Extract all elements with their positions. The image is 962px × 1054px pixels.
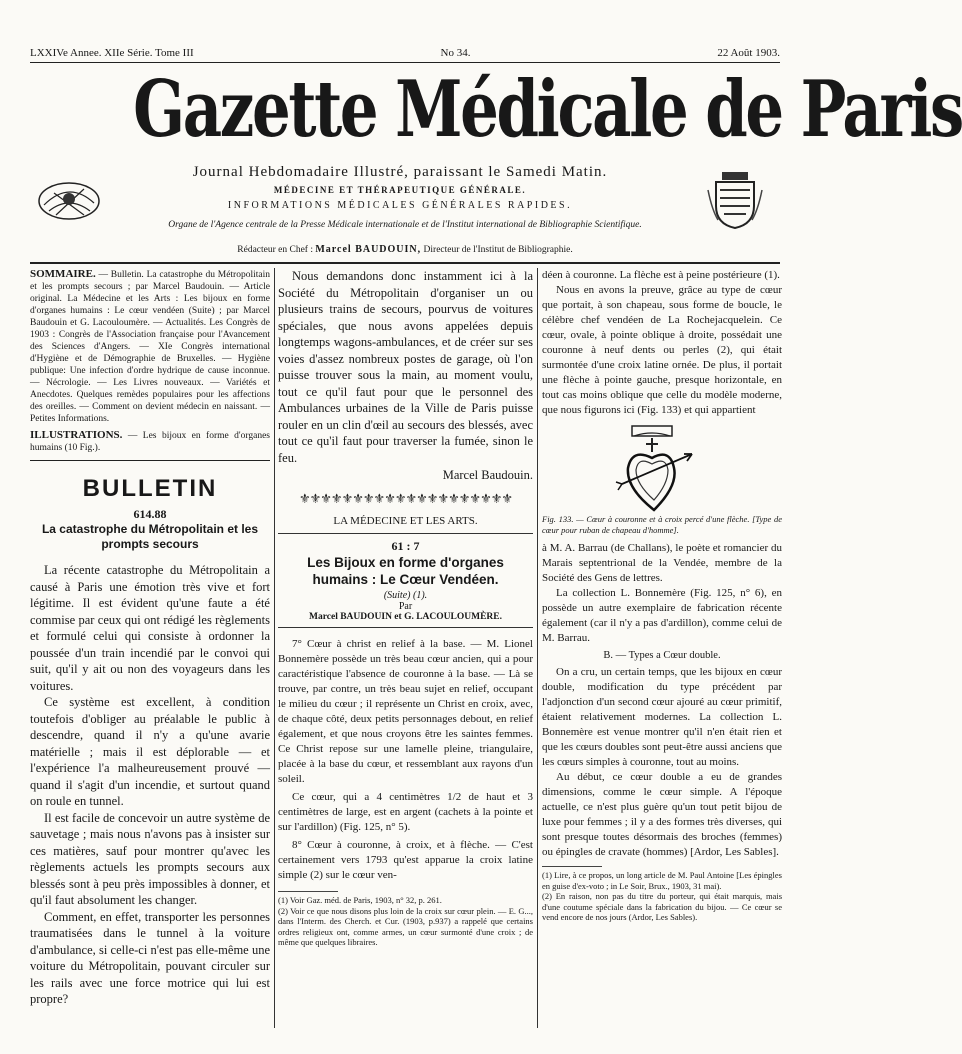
column-divider: [274, 268, 275, 1028]
subtitle-informations: INFORMATIONS MÉDICALES GÉNÉRALES RAPIDES.: [227, 200, 573, 211]
article-paragraph: Ce cœur, qui a 4 centimètres 1/2 de haut et 3 centimètres de large, est en argent (cachets à la pointe et sur l'ardillon) (Fig. 125, n° 5).: [278, 791, 533, 833]
article-title: Les Bijoux en forme d'organes humains : Le Cœur Vendéen.: [307, 555, 504, 587]
article-code: 61 : 7: [391, 539, 420, 553]
column-right: [542, 268, 782, 923]
article-par: Par: [398, 601, 413, 612]
subtitle-medicine: MÉDECINE ET THÉRAPEUTIQUE GÉNÉRALE.: [273, 185, 527, 195]
illustrations: [30, 429, 270, 454]
editor-line: [100, 244, 710, 255]
bulletin-paragraph: Ce système est excellent, à condition toutefois d'obliger au préalable le public à descendre, quand il n'y a qu'une avarie matérielle ; mais il est déplorable — et l'expérience l'a malheureusement prouvé — quand il s'agit d'un incendie, et surtout quand on roule en tunnel.: [30, 695, 270, 808]
bulletin-paragraph: La récente catastrophe du Métropolitain a causé à Paris une émotion très vive et fort légitime. Il est évident qu'une faute a été commise par ceux qui ont rédigé les règlements et formulé celui qui consiste à ordonner la poussée d'un train incendié par le convoi qui suit, qu'il y ait ou non des voyageurs dans les voitures.: [30, 563, 270, 693]
article-paragraph: à M. A. Barrau (de Challans), le poète et romancier du Marais septentrional de la Vendée, membre de la Société des Gens de lettres.: [542, 542, 782, 584]
masthead-title: Gazette Médicale de Paris: [133, 64, 962, 155]
issue-number: No 34.: [440, 47, 471, 59]
column-divider: [537, 268, 538, 1028]
editor-suffix: Directeur de l'Institut de Bibliographie.: [423, 245, 573, 255]
bulletin-paragraph: Il est facile de concevoir un autre système de sauvetage ; mais nous n'avons pas à insister sur ces matières, sauf pour montrer qu'avec les règlements actuels les prompts secours aux blessés sont à peu près impossibles à donner, et qu'il faut absolument les changer.: [30, 810, 270, 907]
volume-info: LXXIVe Annee. XIIe Série. Tome III: [30, 47, 194, 59]
figure-caption: Fig. 133. — Cœur à couronne et à croix percé d'une flèche. [Type de cœur pour ruban de chapeau d'homme].: [542, 514, 782, 535]
footnote-rule: [542, 866, 602, 867]
heart-jewel-figure: [542, 424, 782, 514]
illustrations-heading: ILLUSTRATIONS.: [30, 429, 123, 441]
subtitle: Journal Hebdomadaire Illustré, paraissant le Samedi Matin.: [192, 164, 608, 180]
sommaire-text: — Bulletin. La catastrophe du Métropolitain et les prompts secours ; par Marcel Baudouin. — Article original. La Médecine et les Arts : Les bijoux en forme d'organes humains : Le cœur vendéen (Suite) ; par Marcel Baudouin et G. Lacouloumère. — Actualités. Les Congrès de 1903 : Congrès de l'Association française pour l'Avancement des Sciences d'Angers. — XIe Congrès international d'Hygiène et de Démographie de Bruxelles. — Hygiène publique: Une infection d'ordre hydrique de cause inconnue. — Nécrologie. — Les Livres nouveaux. — Variétés et Anecdotes. Quelques remèdes populaires pour les affections des oreilles. — Comment on devient médecin en naissant. — Petites Informations.: [30, 270, 270, 424]
editor-prefix: Rédacteur en Chef :: [237, 245, 313, 255]
bulletin-continuation: Nous demandons donc instamment ici à la Société du Métropolitain d'organiser un ou plusieurs trains de secours, pourvus de voitures spéciales, que nous avons appelées depuis longtemps wagons-ambulances, et de créer sur ses voies d'assez nombreux postes de garage, où l'on puisse trouver sous la main, au moment voulu, tout ce qu'il faut pour que le personnel des Ambulances urbaines de la Ville de Paris puisse rouler en un clin d'œil au secours des blessés, avec tout ce qu'il faut pour traverser la fumée, sinon le feu.: [278, 269, 533, 465]
editor-name: Marcel BAUDOUIN,: [315, 244, 422, 255]
illustrations-text: — Les bijoux en forme d'organes humains (10 Fig.).: [30, 431, 270, 453]
article-paragraph: déen à couronne. La flèche est à peine postérieure (1).: [542, 269, 780, 281]
issue-line: [30, 47, 780, 59]
article-paragraph: Nous en avons la preuve, grâce au type de cœur que portait, à son chapeau, sous forme de boucle, le célèbre chef vendéen de La Rochejacquelein. Ce cœur, ovale, à pointe oblique à droite, possédait une couronne à neuf dents ou perles (2), qui était surmontée d'une croix latine ornée. De plus, il portait une flèche à pointe gauche, presque horizontale, en tout cas moins oblique que celle du modèle moderne, que nous figurons ici (Fig. 133) et qui appartient: [542, 284, 782, 416]
article-paragraph: 8° Cœur à couronne, à croix, et à flèche. — C'est certainement vers 1793 qu'est apparue la croix latine simple (2) sur le cœur ven-: [278, 839, 533, 881]
article-paragraph: On a cru, un certain temps, que les bijoux en cœur double, modification du type précédent par l'adjonction d'un second cœur ajouré au cœur primitif, étaient relativement modernes. La collection L. Bonnemère est venue montrer qu'il n'en était rien et que les cœurs doubles sont peut-être aussi anciens que les cœurs simples à couronne, tout au moins.: [542, 666, 782, 768]
article-paragraph: La collection L. Bonnemère (Fig. 125, n° 6), en possède un autre exemplaire de fabrication récente également (car il n'y a pas d'ardillon), comme celui de M. Barrau.: [542, 587, 782, 644]
left-emblem-icon: [34, 175, 104, 223]
footnote: (2) En raison, non pas du titre du porteur, qui était marquis, mais d'une coutume spéciale dans la fabrication du bijou. — Ce cœur se vend encore de nos jours (Ardor, Les Sables).: [542, 891, 782, 922]
column-middle: [278, 268, 533, 948]
header-rule: [30, 262, 780, 264]
article-paragraph: Au début, ce cœur double a eu de grandes dimensions, comme le cœur simple. A l'époque actuelle, ce n'est plus guère qu'un tout petit bijou de luxe pour femmes ; il y a des formes très diverses, qui sont presque toutes désormais des broches (femmes) ou épingles de cravate (hommes) [Ardor, Les Sables].: [542, 771, 782, 858]
section-heading: LA MÉDECINE ET LES ARTS.: [278, 515, 533, 534]
bulletin-signature: Marcel Baudouin.: [442, 468, 533, 482]
bulletin-paragraph: Comment, en effet, transporter les personnes traumatisées dans le tunnel à la voiture d'ambulance, si celle-ci n'est pas elle-même une voiture du Métropolitain, pouvant circuler sur les rails avec une force motrice qui lui est propre?: [30, 909, 270, 1006]
column-left: [30, 268, 270, 1008]
ornament-divider: ⚜⚜⚜⚜⚜⚜⚜⚜⚜⚜⚜⚜⚜⚜⚜⚜⚜⚜⚜⚜: [298, 491, 513, 506]
issue-date: 22 Août 1903.: [717, 47, 780, 59]
right-emblem-icon: [704, 170, 766, 230]
footnote: (2) Voir ce que nous disons plus loin de la croix sur cœur plein. — E. G..., dans l'Interm. des Cherch. et Cur. (1903, p.937) a rappelé que certains ordres religieux ont, comme armes, un cœur surmonté d'une croix ; de même que quelques libraires.: [278, 905, 533, 947]
article-paragraph: 7° Cœur à christ en relief à la base. — M. Lionel Bonnemère possède un très beau cœur ancien, qui a pour caractéristique l'absence de couronne à la base. — Là se trouve, par contre, un très beau sujet en relief, occupant le milieu du cœur ; il représente un Christ en croix, avec, de chaque côté, deux petits personnages debout, en relief également, et que nous croyons être les saintes femmes. Ce Christ repose sur une lamelle pleine, triangulaire, placée à la base du cœur, et ressemblant aux rayons d'un soleil.: [278, 638, 533, 785]
bulletin-code: 614.88: [133, 507, 167, 521]
sommaire-heading: SOMMAIRE.: [30, 268, 96, 280]
footnote-rule: [278, 891, 338, 892]
bulletin-heading: BULLETIN: [82, 475, 218, 502]
footnote: (1) Voir Gaz. méd. de Paris, 1903, n° 32, p. 261.: [278, 895, 442, 905]
sommaire: [30, 268, 270, 425]
bulletin-title: La catastrophe du Métropolitain et les prompts secours: [41, 522, 259, 551]
article-authors: Marcel BAUDOUIN et G. LACOULOUMÈRE.: [278, 612, 533, 628]
organ-line: Organe de l'Agence centrale de la Presse Médicale internationale et de l'Institut international de Bibliographie Scientifique.: [168, 220, 642, 230]
divider: [30, 460, 270, 461]
article-suite: (Suite) (1).: [383, 590, 428, 601]
subsection-heading: B. — Types a Cœur double.: [603, 650, 721, 661]
footnote: (1) Lire, à ce propos, un long article de M. Paul Antoine [Les épingles en guise d'ex-voto ; in Le Soir, Brux., 1903, 31 mai).: [542, 870, 782, 891]
